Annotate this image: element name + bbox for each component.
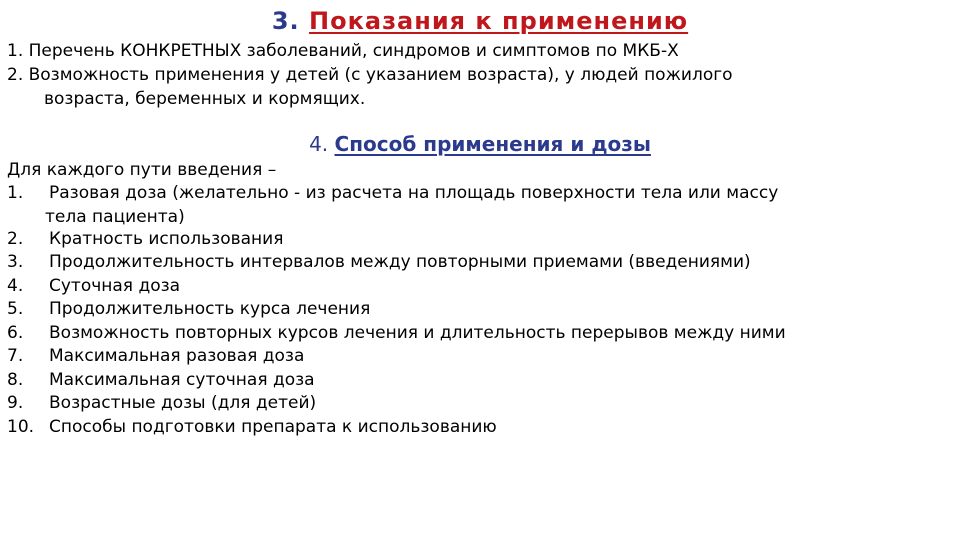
list-item-number: 3. bbox=[7, 252, 24, 272]
list-item bbox=[7, 369, 957, 393]
section-3-title: Показания к применению bbox=[309, 7, 689, 35]
list-item-number: 1. bbox=[7, 183, 24, 203]
list-item-number: 6. bbox=[7, 322, 24, 343]
list-item-text: Суточная доза bbox=[49, 275, 181, 296]
list-item-text: Максимальная разовая доза bbox=[49, 346, 305, 366]
section-3-heading bbox=[0, 6, 960, 36]
section-4-title: Способ применения и дозы bbox=[334, 132, 651, 156]
section-3-body bbox=[7, 39, 957, 111]
dosage-list bbox=[7, 182, 957, 439]
section-4-heading bbox=[0, 131, 960, 157]
list-item bbox=[7, 416, 957, 440]
list-item-text: Разовая доза (желательно - из расчета на площадь поверхности тела или массу bbox=[49, 183, 779, 203]
list-item-text: Максимальная суточная доза bbox=[49, 369, 315, 390]
list-item-text: Возможность повторных курсов лечения и длительность перерывов между ними bbox=[49, 322, 786, 343]
list-item bbox=[7, 322, 957, 346]
list-item bbox=[7, 182, 957, 206]
list-item-text: Продолжительность курса лечения bbox=[49, 299, 371, 319]
list-item-text: Продолжительность интервалов между повторными приемами (введениями) bbox=[49, 252, 751, 272]
list-item-text: Способы подготовки препарата к использованию bbox=[49, 416, 497, 437]
list-item bbox=[7, 298, 957, 322]
list-item-continuation: тела пациента) bbox=[45, 206, 185, 227]
list-item bbox=[7, 275, 957, 299]
list-item bbox=[7, 345, 957, 369]
list-item-number: 9. bbox=[7, 393, 24, 413]
section-3-number: 3. bbox=[271, 7, 300, 35]
list-item-number: 2. bbox=[7, 228, 24, 249]
list-item-text: Кратность использования bbox=[49, 228, 284, 249]
section-3-line-1: 1. Перечень КОНКРЕТНЫХ заболеваний, синдромов и симптомов по МКБ-Х bbox=[7, 41, 679, 61]
list-item-number: 7. bbox=[7, 346, 24, 366]
list-item-number: 10. bbox=[7, 416, 35, 437]
section-3-line-2: 2. Возможность применения у детей (с указанием возраста), у людей пожилого bbox=[7, 65, 733, 85]
section-4-number: 4. bbox=[309, 132, 329, 156]
list-item-number: 8. bbox=[7, 369, 24, 390]
list-item-number: 4. bbox=[7, 275, 24, 296]
list-item bbox=[7, 392, 957, 416]
list-item-number: 5. bbox=[7, 299, 24, 319]
section-3-line-2-continuation: возраста, беременных и кормящих. bbox=[44, 89, 366, 109]
list-item-text: Возрастные дозы (для детей) bbox=[49, 393, 317, 413]
list-item bbox=[7, 251, 957, 275]
section-4-intro: Для каждого пути введения – bbox=[7, 160, 277, 180]
list-item bbox=[7, 228, 957, 252]
